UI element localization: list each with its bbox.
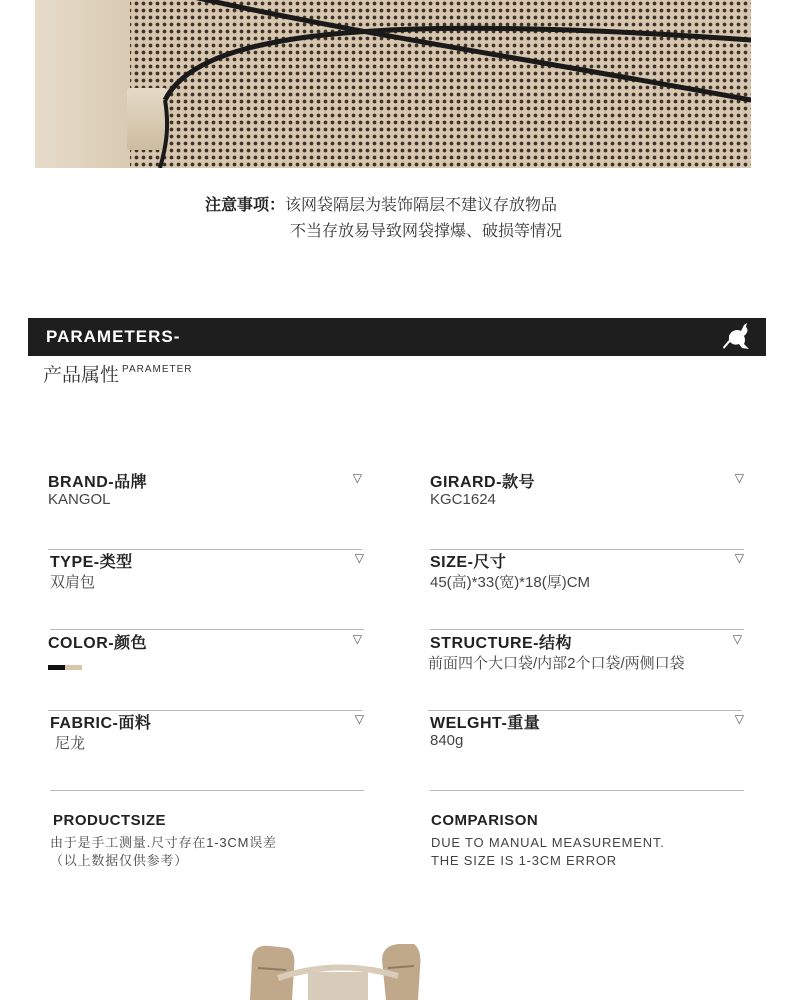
param-brand bbox=[48, 469, 362, 550]
param-value: 840g bbox=[430, 732, 464, 749]
param-color bbox=[48, 630, 362, 711]
banner-title: PARAMETERS- bbox=[46, 327, 181, 346]
product-photo-backpack-straps bbox=[238, 938, 438, 1000]
subtitle-main: 产品属性 bbox=[43, 365, 120, 386]
param-label: SIZE-尺寸 bbox=[430, 554, 507, 571]
productsize-line-2: （以上数据仅供参考） bbox=[50, 853, 189, 868]
param-value: 双肩包 bbox=[50, 574, 96, 591]
triangle-down-icon: ▽ bbox=[352, 471, 362, 485]
triangle-down-icon: ▽ bbox=[732, 632, 742, 646]
parameters-banner bbox=[28, 318, 766, 356]
productsize-text bbox=[50, 834, 277, 870]
param-label: COLOR-颜色 bbox=[48, 635, 148, 652]
param-type bbox=[50, 549, 364, 630]
param-label: BRAND-品牌 bbox=[48, 474, 148, 491]
comparison-line-2: THE SIZE IS 1-3CM ERROR bbox=[431, 853, 617, 868]
triangle-down-icon: ▽ bbox=[734, 551, 744, 565]
param-fabric bbox=[50, 710, 364, 791]
param-girard bbox=[430, 469, 744, 550]
param-label: GIRARD-款号 bbox=[430, 474, 535, 491]
section-subtitle bbox=[43, 360, 193, 387]
triangle-down-icon: ▽ bbox=[734, 712, 744, 726]
notice-text bbox=[205, 193, 562, 245]
param-weight bbox=[430, 710, 744, 791]
comparison-text bbox=[431, 834, 665, 870]
subtitle-small: PARAMETER bbox=[122, 364, 193, 375]
triangle-down-icon: ▽ bbox=[354, 712, 364, 726]
productsize-line-1: 由于是手工测量.尺寸存在1-3CM误差 bbox=[50, 835, 277, 850]
notice-label: 注意事项： bbox=[205, 197, 286, 214]
notice-line-2: 不当存放易导致网袋撑爆、破损等情况 bbox=[290, 223, 563, 240]
param-value: 前面四个大口袋/内部2个口袋/两侧口袋 bbox=[428, 655, 685, 672]
color-swatches bbox=[48, 657, 82, 662]
triangle-down-icon: ▽ bbox=[354, 551, 364, 565]
param-value: 尼龙 bbox=[55, 735, 86, 752]
notice-line-1: 该网袋隔层为装饰隔层不建议存放物品 bbox=[285, 197, 558, 214]
triangle-down-icon: ▽ bbox=[352, 632, 362, 646]
param-value: 45(高)*33(宽)*18(厚)CM bbox=[430, 574, 591, 591]
color-swatch-khaki bbox=[65, 665, 82, 670]
productsize-heading: PRODUCTSIZE bbox=[53, 812, 167, 829]
color-swatch-black bbox=[48, 665, 65, 670]
param-size bbox=[430, 549, 744, 630]
product-photo-mesh-pocket bbox=[35, 0, 751, 168]
comparison-line-1: DUE TO MANUAL MEASUREMENT. bbox=[431, 835, 665, 850]
param-label: TYPE-类型 bbox=[50, 554, 133, 571]
elastic-cord-graphic bbox=[35, 0, 751, 168]
param-value: KANGOL bbox=[48, 491, 111, 508]
param-value: KGC1624 bbox=[430, 491, 496, 508]
triangle-down-icon: ▽ bbox=[734, 471, 744, 485]
kangaroo-logo-icon bbox=[720, 322, 752, 352]
param-structure bbox=[428, 630, 742, 711]
param-label: WELGHT-重量 bbox=[430, 715, 541, 732]
param-label: STRUCTURE-结构 bbox=[430, 635, 572, 652]
comparison-heading: COMPARISON bbox=[431, 812, 539, 829]
param-label: FABRIC-面料 bbox=[50, 715, 152, 732]
